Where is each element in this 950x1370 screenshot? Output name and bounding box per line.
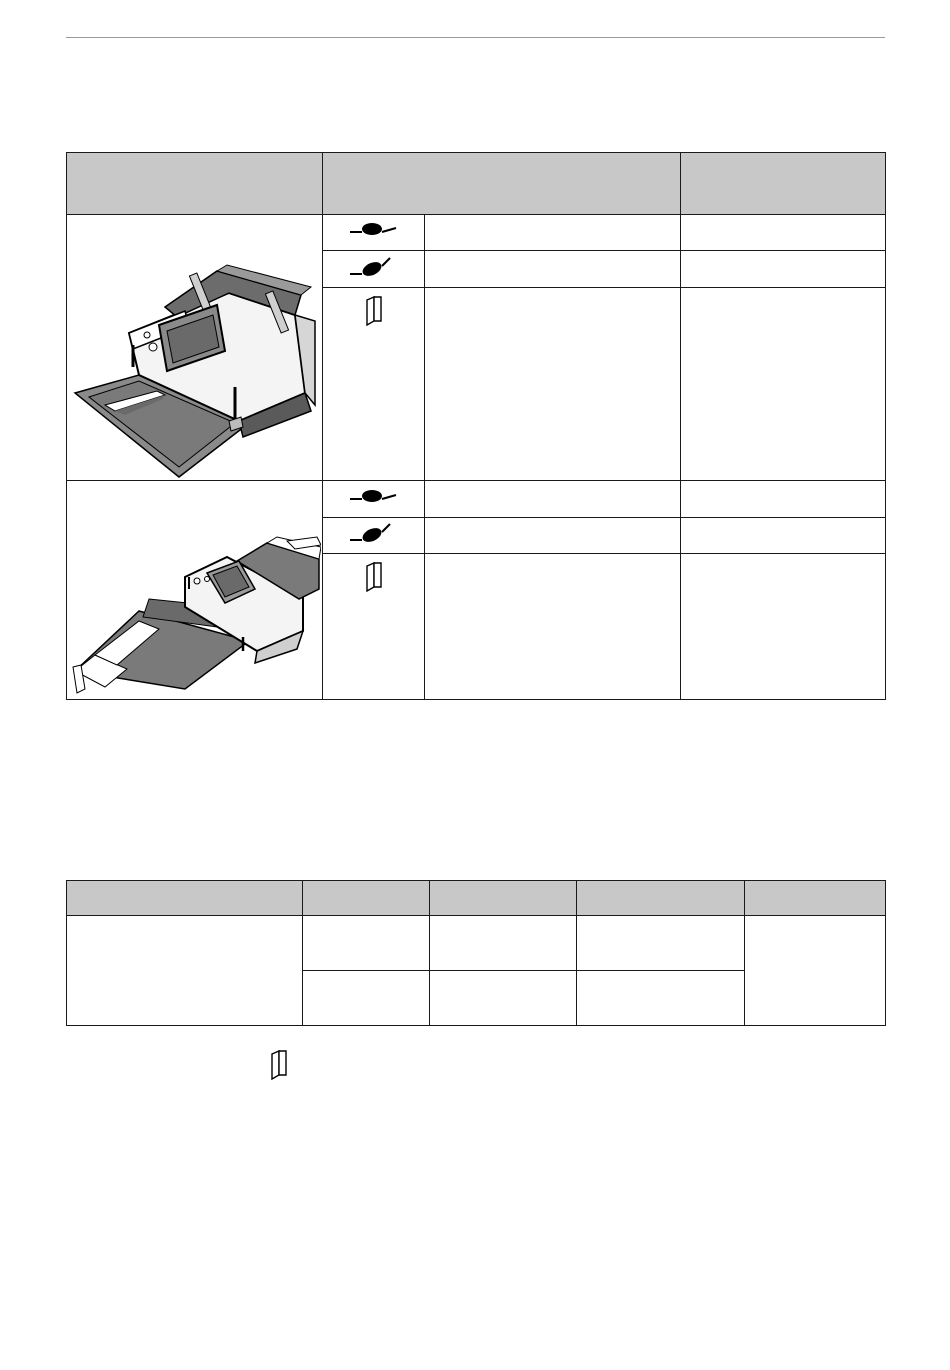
table-cell <box>681 554 886 700</box>
table-row <box>67 215 886 251</box>
table-cell <box>430 971 577 1026</box>
booklet-icon <box>366 562 382 592</box>
header-cell <box>323 153 681 215</box>
header-cell <box>681 153 886 215</box>
feed-mode-slow-icon <box>348 522 400 544</box>
scanner-upright-figure-cell <box>67 215 323 481</box>
table-cell <box>303 971 430 1026</box>
feed-mode-normal-icon <box>348 488 400 506</box>
table-cell <box>425 215 681 251</box>
table-cell <box>745 916 886 1026</box>
table-cell <box>425 288 681 481</box>
feed-mode-cell <box>323 518 425 554</box>
header-cell <box>303 881 430 916</box>
header-cell <box>67 881 303 916</box>
booklet-cell <box>323 288 425 481</box>
feed-mode-cell <box>323 481 425 518</box>
feed-mode-cell <box>323 251 425 288</box>
table-cell <box>425 518 681 554</box>
header-cell <box>67 153 323 215</box>
header-cell <box>577 881 745 916</box>
header-cell <box>745 881 886 916</box>
table-cell <box>67 916 303 1026</box>
table-cell <box>425 554 681 700</box>
feed-mode-slow-icon <box>348 256 400 278</box>
table-row <box>67 481 886 518</box>
table-cell <box>681 481 886 518</box>
scanner-tilted-figure-cell <box>67 481 323 700</box>
table-cell <box>681 215 886 251</box>
table-cell <box>425 481 681 518</box>
feed-mode-normal-icon <box>348 221 400 239</box>
booklet-icon <box>271 1050 287 1080</box>
position-table <box>66 152 886 700</box>
scanner-upright-illustration <box>67 215 321 479</box>
scanner-tilted-illustration <box>67 481 321 699</box>
spec-table <box>66 880 886 1026</box>
table-cell <box>681 518 886 554</box>
table-cell <box>577 916 745 971</box>
table-cell <box>681 288 886 481</box>
table-cell <box>577 971 745 1026</box>
feed-mode-cell <box>323 215 425 251</box>
table-cell <box>303 916 430 971</box>
header-cell <box>430 881 577 916</box>
table-cell <box>425 251 681 288</box>
table-row <box>67 916 886 971</box>
top-rule <box>66 37 885 38</box>
table-header-row <box>67 881 886 916</box>
booklet-icon <box>366 296 382 326</box>
table-cell <box>681 251 886 288</box>
booklet-cell <box>323 554 425 700</box>
table-header-row <box>67 153 886 215</box>
table-cell <box>430 916 577 971</box>
